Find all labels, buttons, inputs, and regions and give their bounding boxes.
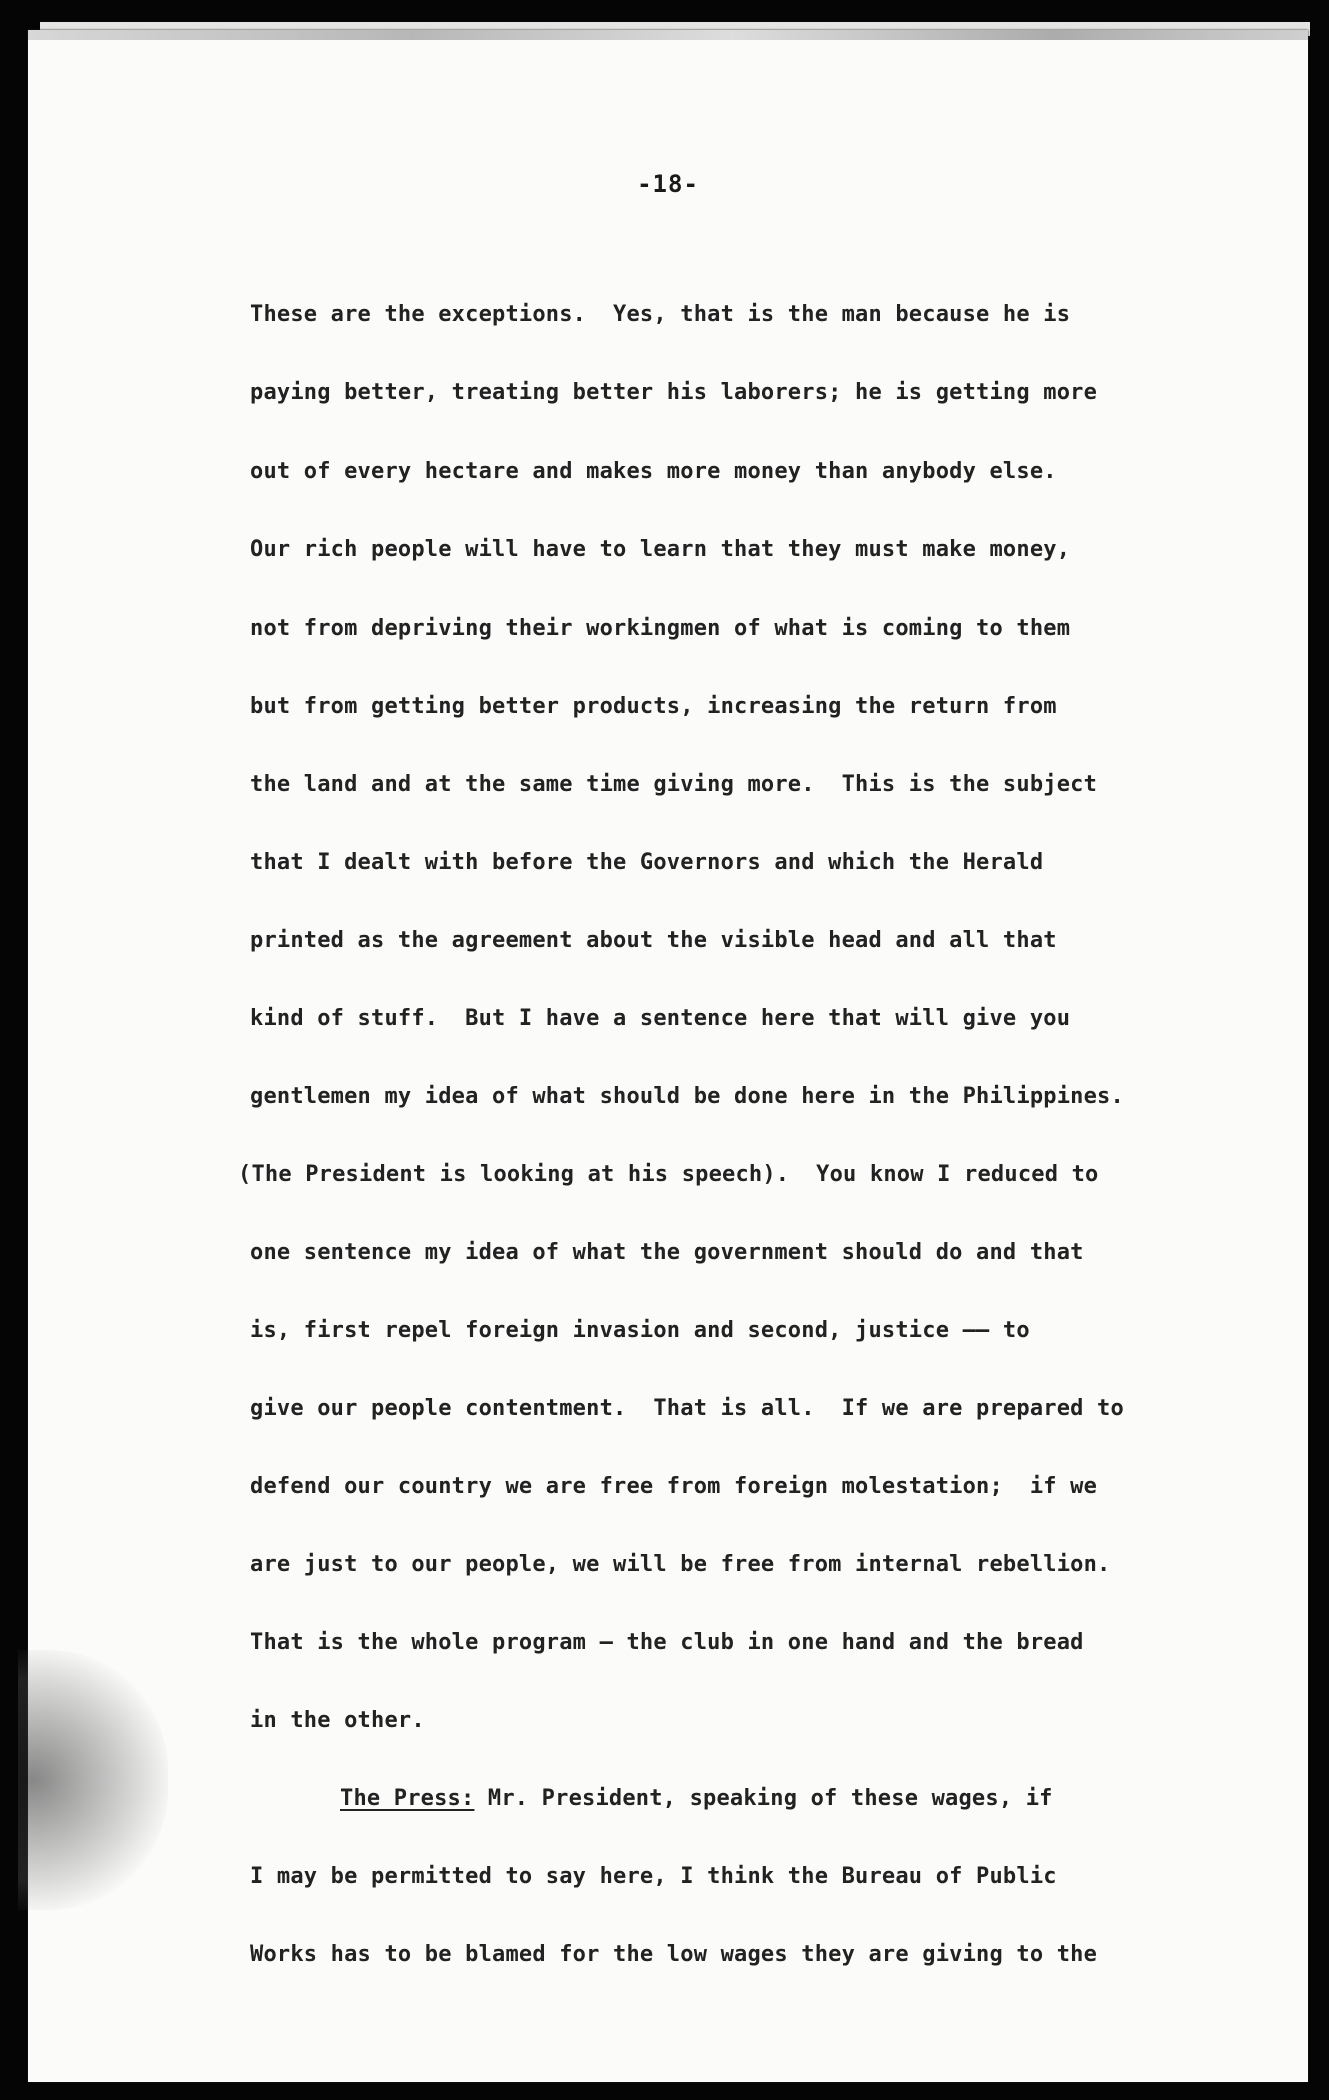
text-line: printed as the agreement about the visible head and all that: [250, 928, 1057, 953]
text-line: gentlemen my idea of what should be done here in the Philippines.: [250, 1084, 1124, 1109]
text-line: out of every hectare and makes more money than anybody else.: [250, 459, 1057, 484]
text-line: that I dealt with before the Governors and which the Herald: [250, 850, 1044, 875]
text-line: the land and at the same time giving more. This is the subject: [250, 772, 1098, 797]
text-line: Works has to be blamed for the low wages they are giving to the: [250, 1942, 1098, 1967]
text-line: I may be permitted to say here, I think the Bureau of Public: [250, 1864, 1057, 1889]
text-line: defend our country we are free from foreign molestation; if we: [250, 1474, 1098, 1499]
typewritten-page: [28, 30, 1308, 2082]
text-line: not from depriving their workingmen of what is coming to them: [250, 616, 1071, 641]
text-line: but from getting better products, increasing the return from: [250, 694, 1057, 719]
press-text: Mr. President, speaking of these wages, if: [474, 1786, 1053, 1811]
top-edge-smudge: [28, 30, 1308, 40]
text-line: are just to our people, we will be free from internal rebellion.: [250, 1552, 1111, 1577]
text-line: give our people contentment. That is all. If we are prepared to: [250, 1396, 1124, 1421]
press-paragraph-first-line: [340, 1784, 1053, 1814]
text-line: in the other.: [250, 1708, 425, 1733]
text-line: paying better, treating better his laborers; he is getting more: [250, 380, 1098, 405]
text-line: That is the whole program — the club in one hand and the bread: [250, 1630, 1084, 1655]
text-line: (The President is looking at his speech). You know I reduced to: [238, 1162, 1099, 1187]
page-number: -18-: [637, 170, 699, 198]
text-line: Our rich people will have to learn that they must make money,: [250, 537, 1071, 562]
thumb-shadow: [18, 1650, 168, 1910]
text-line: These are the exceptions. Yes, that is the man because he is: [250, 302, 1071, 327]
text-line: kind of stuff. But I have a sentence here that will give you: [250, 1006, 1071, 1031]
text-line: is, first repel foreign invasion and second, justice —— to: [250, 1318, 1030, 1343]
text-line: one sentence my idea of what the government should do and that: [250, 1240, 1084, 1265]
speaker-label: The Press:: [340, 1786, 475, 1811]
